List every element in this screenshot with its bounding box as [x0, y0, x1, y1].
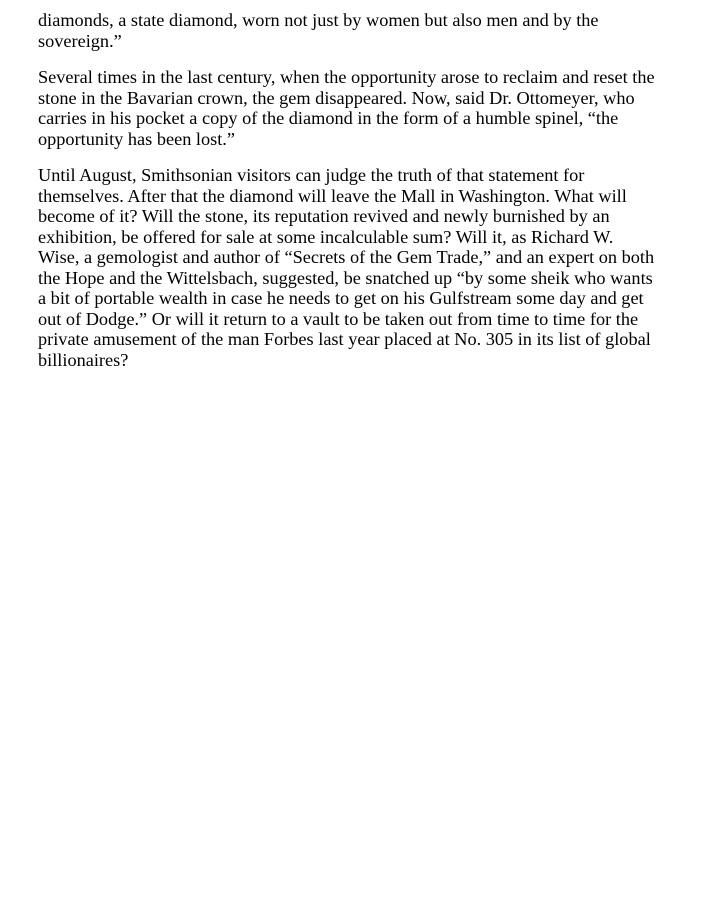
paragraph-1: diamonds, a state diamond, worn not just by women but also men and by the sovereign.” — [38, 10, 599, 51]
paragraph-2: Several times in the last century, when the opportunity arose to reclaim and reset the stone in the Bavarian crown, the gem disappeared. Now, said Dr. Ottomeyer, who carries in his pocket a copy of the diamond in the form of a humble spinel, “the opportunity has been lost.” — [38, 67, 655, 149]
paragraph-3: Until August, Smithsonian visitors can judge the truth of that statement for themselves. After that the diamond will leave the Mall in Washington. What will become of it? Will the stone, its reputation revived and newly burnished by an exhibition, be offered for sale at some incalculable sum? Will it, as Richard W. Wise, a gemologist and author of “Secrets of the Gem Trade,” and an expert on both the Hope and the Wittelsbach, suggested, be snatched up “by some sheik who wants a bit of portable wealth in case he needs to get on his Gulfstream some day and get out of Dodge.” Or will it return to a vault to be taken out from time to time for the private amusement of the man Forbes last year placed at No. 305 in its list of global billionaires? — [38, 165, 655, 370]
article-body — [38, 10, 656, 386]
